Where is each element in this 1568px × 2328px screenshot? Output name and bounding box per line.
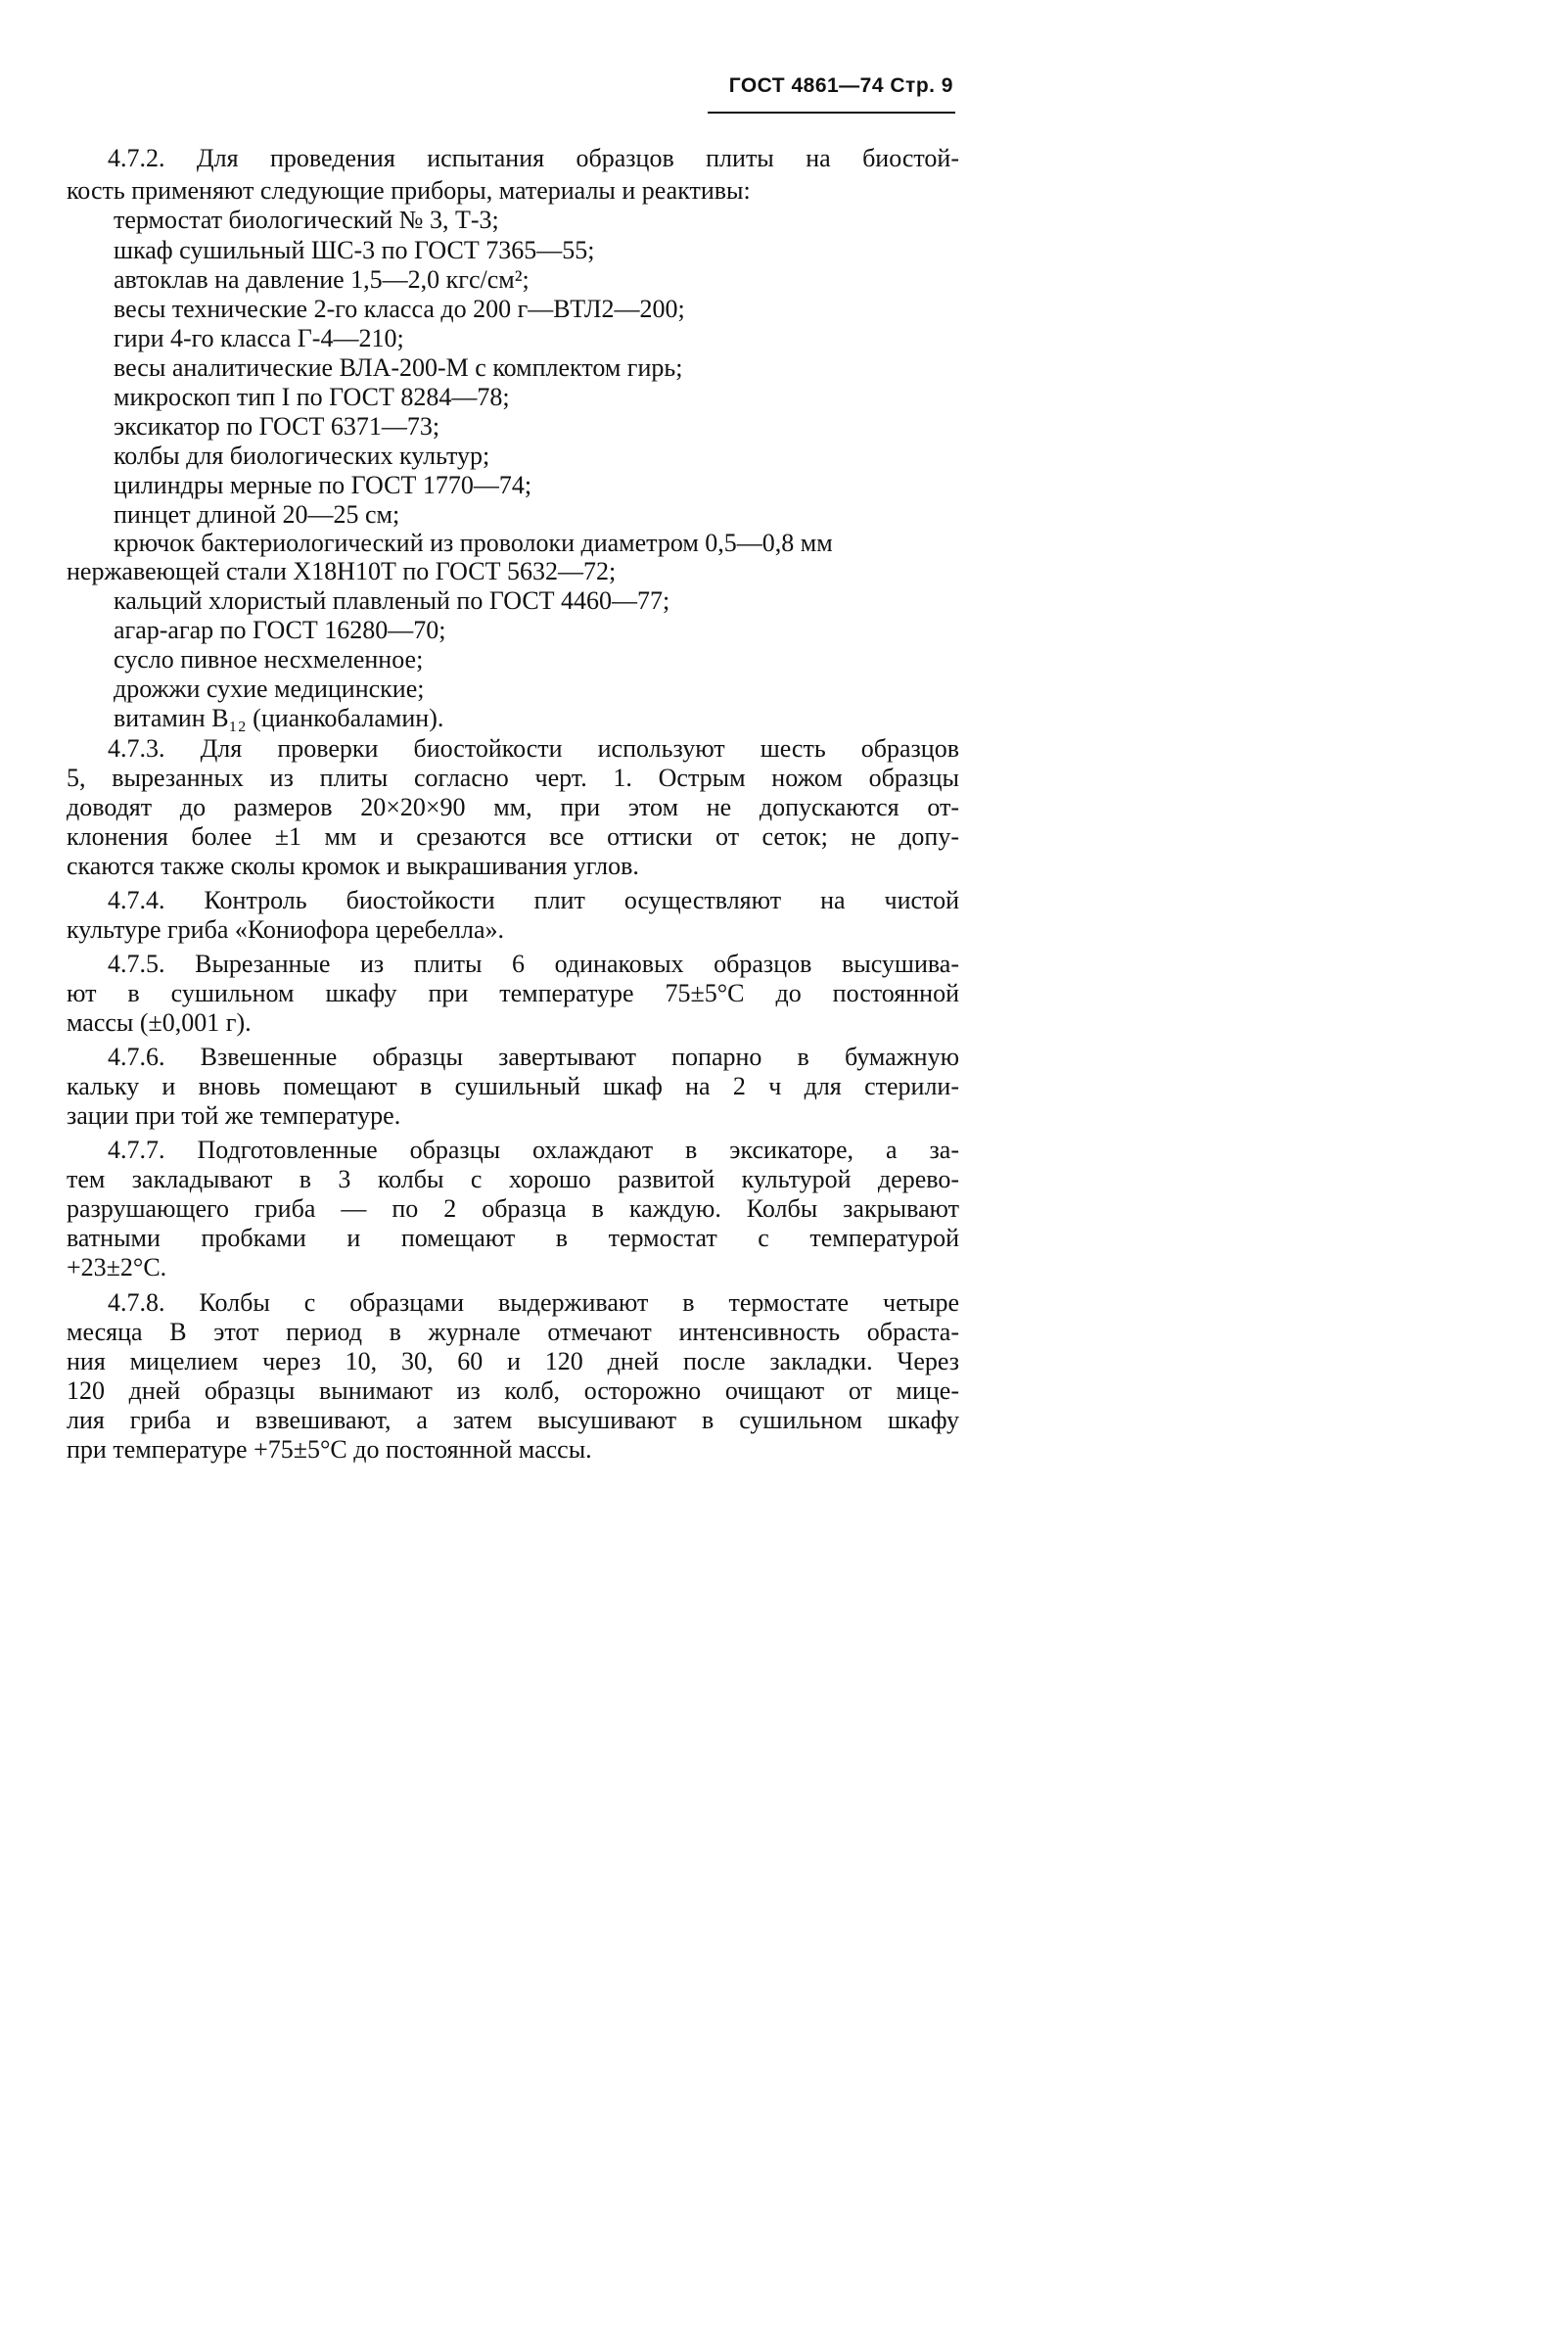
text-line: витамин B₁₂ (цианкобаламин). (114, 704, 444, 732)
text-line: 4.7.3. Для проверки биостойкости используют шесть образцов (108, 734, 959, 763)
text-line: 120 дней образцы вынимают из колб, осторожно очищают от мице- (67, 1376, 959, 1405)
page-header (708, 74, 955, 114)
text-line: цилиндры мерные по ГОСТ 1770—74; (114, 471, 532, 499)
text-line: клонения более ±1 мм и срезаются все оттиски от сеток; не допу- (67, 822, 959, 851)
text-line: кальку и вновь помещают в сушильный шкаф на 2 ч для стерили- (67, 1072, 959, 1100)
text-line: зации при той же температуре. (67, 1101, 401, 1130)
text-line: кость применяют следующие приборы, материалы и реактивы: (67, 176, 751, 205)
text-line: ют в сушильном шкафу при температуре 75±5°С до постоянной (67, 979, 959, 1007)
text-line: микроскоп тип I по ГОСТ 8284—78; (114, 383, 510, 411)
text-line: +23±2°С. (67, 1253, 167, 1281)
text-line: гири 4-го класса Г-4—210; (114, 324, 404, 352)
text-line: ния мицелием через 10, 30, 60 и 120 дней после закладки. Через (67, 1347, 959, 1375)
text-line: агар-агар по ГОСТ 16280—70; (114, 616, 446, 644)
text-line: ватными пробками и помещают в термостат с температурой (67, 1224, 959, 1252)
text-line: лия гриба и взвешивают, а затем высушивают в сушильном шкафу (67, 1406, 959, 1434)
text-line: весы технические 2-го класса до 200 г—ВТЛ2—200; (114, 295, 685, 323)
text-line: тем закладывают в 3 колбы с хорошо развитой культурой дерево- (67, 1165, 959, 1193)
text-line: пинцет длиной 20—25 см; (114, 500, 400, 529)
text-line: колбы для биологических культур; (114, 442, 490, 470)
text-line: 4.7.6. Взвешенные образцы завертывают попарно в бумажную (108, 1043, 959, 1071)
text-line: культуре гриба «Кониофора церебелла». (67, 915, 505, 944)
page-header-text: ГОСТ 4861—74 Стр. 9 (728, 74, 953, 97)
text-line: разрушающего гриба — по 2 образца в каждую. Колбы закрывают (67, 1194, 959, 1223)
text-line: сусло пивное несхмеленное; (114, 645, 424, 674)
text-line: месяца В этот период в журнале отмечают интенсивность обраста- (67, 1318, 959, 1346)
text-line: автоклав на давление 1,5—2,0 кгс/см²; (114, 265, 530, 294)
text-line: при температуре +75±5°С до постоянной массы. (67, 1435, 592, 1464)
text-line: скаются также сколы кромок и выкрашивания углов. (67, 852, 639, 880)
text-line: крючок бактериологический из проволоки диаметром 0,5—0,8 мм (114, 529, 833, 557)
text-line: нержавеющей стали Х18Н10Т по ГОСТ 5632—72; (67, 557, 617, 585)
text-line: эксикатор по ГОСТ 6371—73; (114, 412, 440, 441)
text-line: дрожжи сухие медицинские; (114, 675, 425, 703)
text-line: термостат биологический № 3, Т-3; (114, 206, 499, 234)
text-line: массы (±0,001 г). (67, 1008, 252, 1037)
text-line: шкаф сушильный ШС-3 по ГОСТ 7365—55; (114, 236, 595, 264)
text-line: 4.7.5. Вырезанные из плиты 6 одинаковых образцов высушива- (108, 950, 959, 978)
text-line: 4.7.7. Подготовленные образцы охлаждают в эксикаторе, а за- (108, 1136, 959, 1164)
text-line: 4.7.8. Колбы с образцами выдерживают в термостате четыре (108, 1288, 959, 1317)
text-line: 4.7.4. Контроль биостойкости плит осуществляют на чистой (108, 886, 959, 914)
text-line: 5, вырезанных из плиты согласно черт. 1. Острым ножом образцы (67, 764, 959, 792)
text-line: доводят до размеров 20×20×90 мм, при этом не допускаются от- (67, 793, 959, 821)
text-line: весы аналитические ВЛА-200-М с комплектом гирь; (114, 353, 683, 382)
text-line: 4.7.2. Для проведения испытания образцов плиты на биостой- (108, 144, 959, 172)
text-line: кальций хлористый плавленый по ГОСТ 4460—77; (114, 586, 670, 615)
